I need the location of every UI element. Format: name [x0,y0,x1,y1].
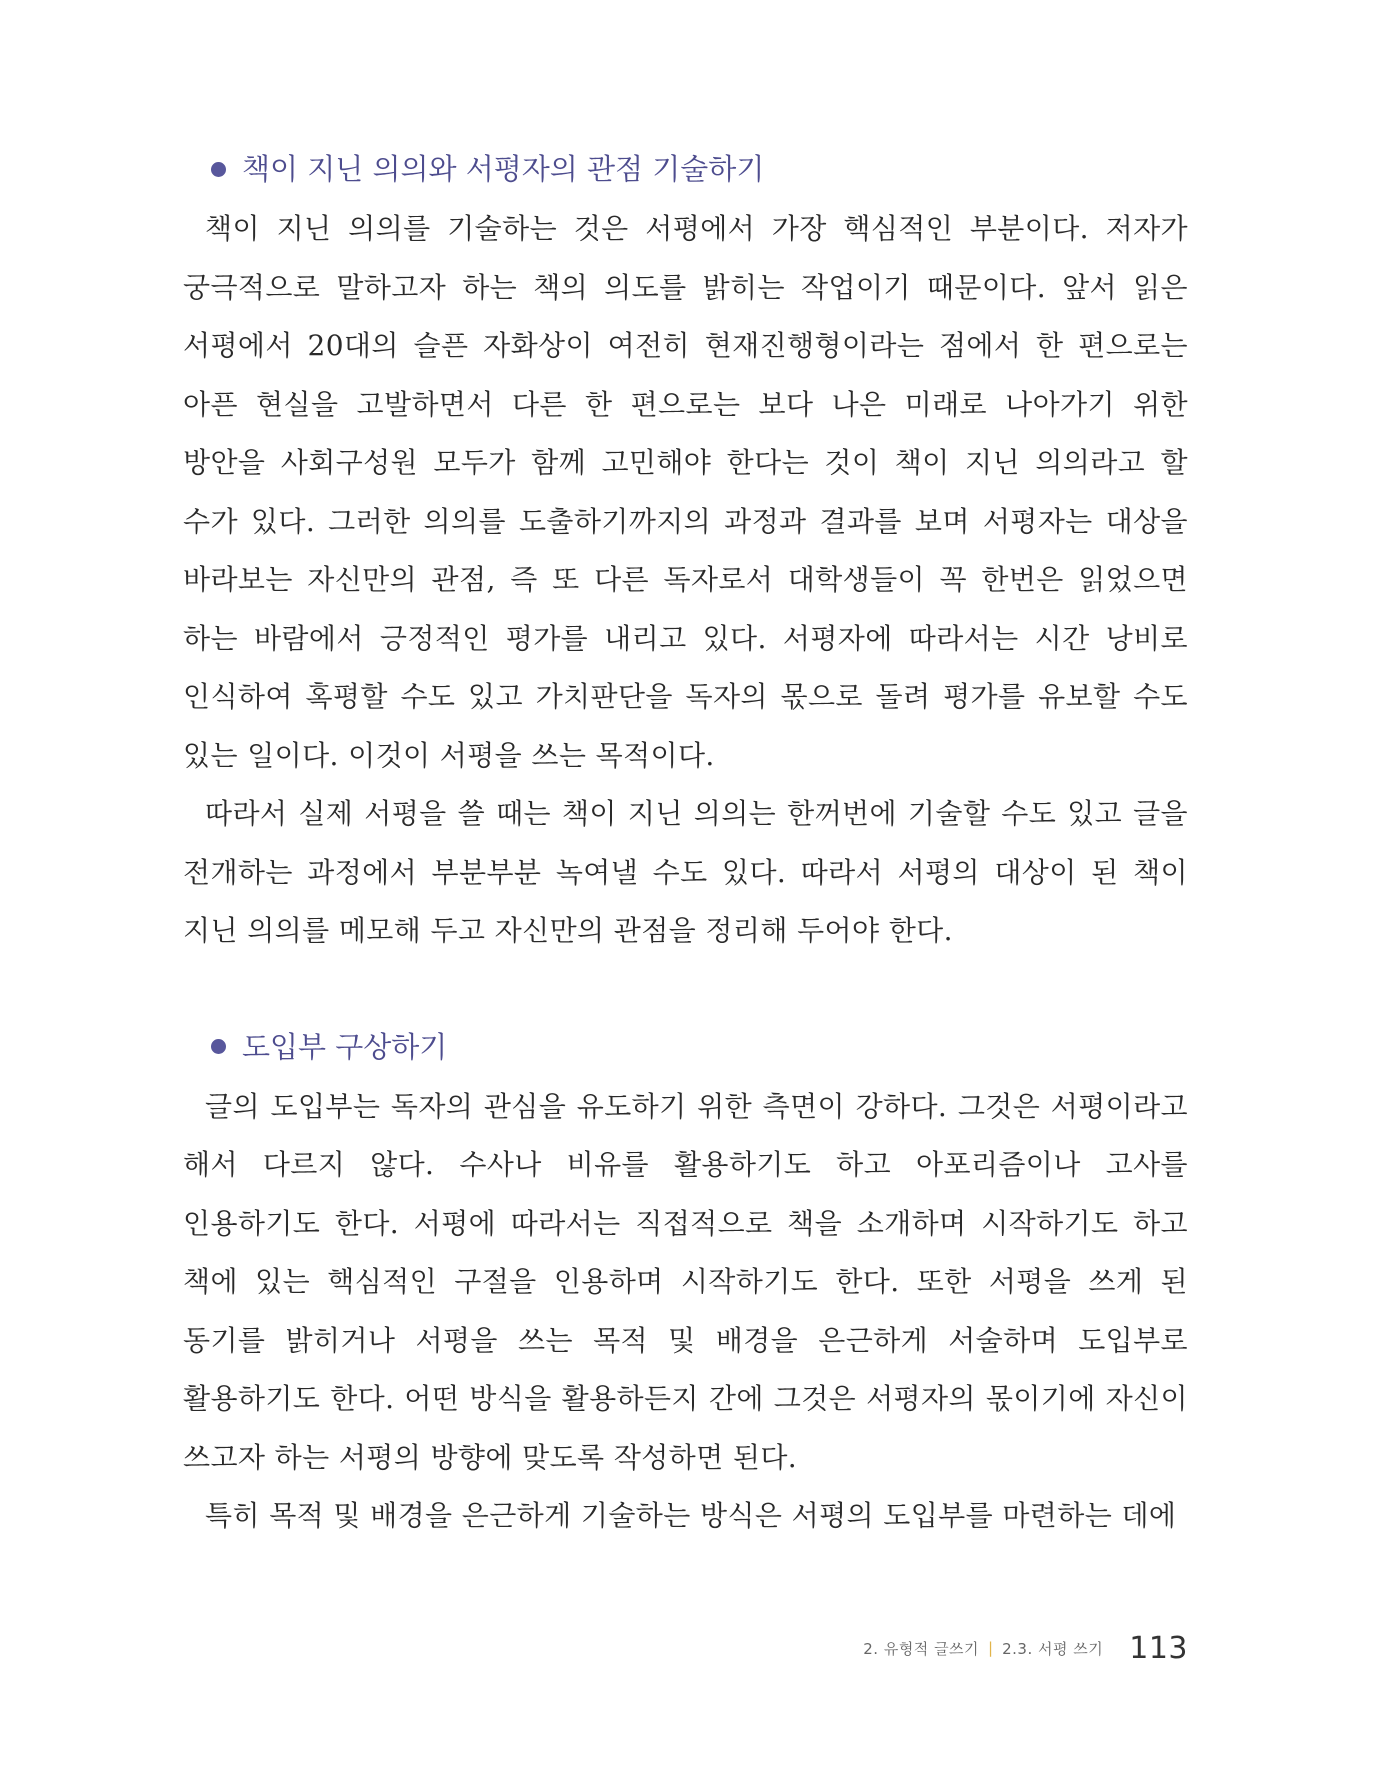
footer-chapter: 2. 유형적 글쓰기 [863,1639,980,1658]
bullet-icon [211,1039,226,1054]
section-heading-text: 책이 지닌 의의와 서평자의 관점 기술하기 [242,152,765,186]
section-heading [183,1016,1188,1078]
body-paragraph: 책이 지닌 의의를 기술하는 것은 서평에서 가장 핵심적인 부분이다. 저자가 궁극적으로 말하고자 하는 책의 의도를 밝히는 작업이기 때문이다. 앞서 읽은 서평에서 20대의 슬픈 자화상이 여전히 현재진행형이라는 점에서 한 편으로는 아픈 현실을 고발하면서 다른 한 편으로는 보다 나은 미래로 나아가기 위한 방안을 사회구성원 모두가 함께 고민해야 한다는 것이 책이 지닌 의의라고 할 수가 있다. 그러한 의의를 도출하기까지의 과정과 결과를 보며 서평자는 대상을 바라보는 자신만의 관점, 즉 또 다른 독자로서 대학생들이 꼭 한번은 읽었으면 하는 바람에서 긍정적인 평가를 내리고 있다. 서평자에 따라서는 시간 낭비로 인식하여 혹평할 수도 있고 가치판단을 독자의 몫으로 돌려 평가를 유보할 수도 있는 일이다. 이것이 서평을 쓰는 목적이다. [183,212,1188,772]
footer-separator: | [988,1639,994,1657]
page-footer [863,1628,1188,1668]
section-gap [183,961,1188,1016]
page-number: 113 [1129,1630,1188,1666]
section-heading [183,138,1188,200]
body-paragraph: 특히 목적 및 배경을 은근하게 기술하는 방식은 서평의 도입부를 마련하는 데에 [205,1499,1177,1532]
page-content [183,138,1188,1546]
section-heading-text: 도입부 구상하기 [242,1029,448,1064]
footer-section: 2.3. 서평 쓰기 [1002,1639,1104,1658]
body-paragraph: 따라서 실제 서평을 쓸 때는 책이 지닌 의의는 한꺼번에 기술할 수도 있고 글을 전개하는 과정에서 부분부분 녹여낼 수도 있다. 따라서 서평의 대상이 된 책이 지닌 의의를 메모해 두고 자신만의 관점을 정리해 두어야 한다. [183,797,1188,947]
body-paragraph: 글의 도입부는 독자의 관심을 유도하기 위한 측면이 강하다. 그것은 서평이라고 해서 다르지 않다. 수사나 비유를 활용하기도 하고 아포리즘이나 고사를 인용하기도 한다. 서평에 따라서는 직접적으로 책을 소개하며 시작하기도 하고 책에 있는 핵심적인 구절을 인용하며 시작하기도 한다. 또한 서평을 쓰게 된 동기를 밝히거나 서평을 쓰는 목적 및 배경을 은근하게 서술하며 도입부로 활용하기도 한다. 어떤 방식을 활용하든지 간에 그것은 서평자의 몫이기에 자신이 쓰고자 하는 서평의 방향에 맞도록 작성하면 된다. [183,1089,1188,1474]
bullet-icon [211,162,226,177]
